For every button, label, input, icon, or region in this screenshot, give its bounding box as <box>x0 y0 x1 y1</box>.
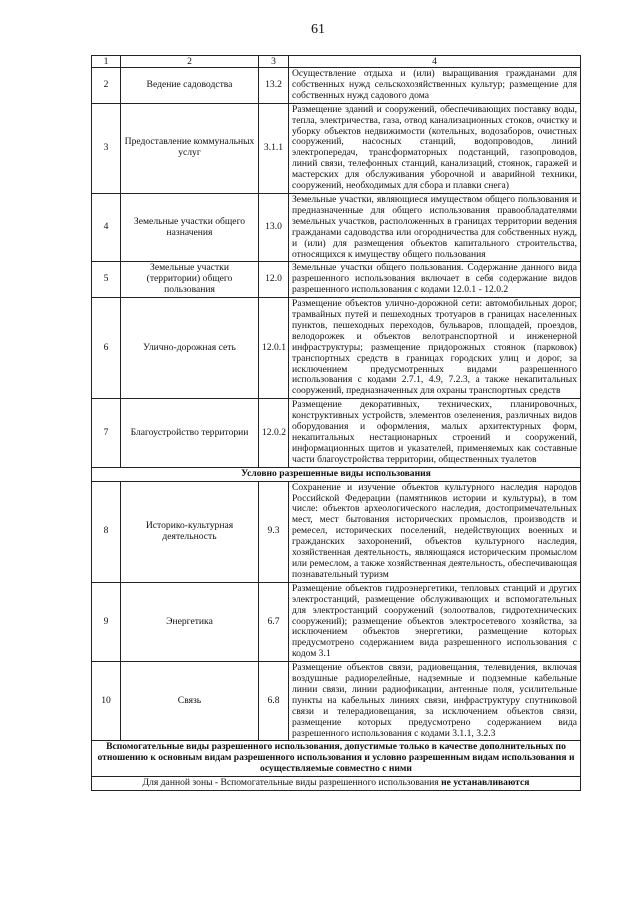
table-row <box>92 662 581 741</box>
use-name: Благоустройство территории <box>121 399 259 467</box>
use-code: 12.0.2 <box>259 399 289 467</box>
use-description: Земельные участки, являющиеся имуществом общего пользования и предназначенные для общего использования правообладателями земельных участков, расположенных в границах территории ведения гражданами садоводства или огородничества для собственных нужд, и (или) для размещения объектов капитального строительства, относящихся к имуществу общего пользования <box>289 193 581 261</box>
auxiliary-uses-note: Вспомогательные виды разрешенного использования, допустимые только в качестве дополнительных по отношению к основным видам разрешенного использования и условно разрешенным видам использования и осуществляемые совместно с ними <box>92 741 581 777</box>
column-number-header-row <box>92 56 581 68</box>
row-number: 6 <box>92 298 121 399</box>
page-number: 61 <box>311 22 325 37</box>
header-cell: 2 <box>121 56 259 68</box>
header-cell: 4 <box>289 56 581 68</box>
use-name: Связь <box>121 662 259 741</box>
row-number: 9 <box>92 582 121 661</box>
table-row <box>92 262 581 298</box>
footer-cell <box>92 777 581 791</box>
use-code: 13.0 <box>259 193 289 261</box>
use-description: Осуществление отдыха и (или) выращивания гражданами для собственных нужд сельскохозяйственных культур; размещение для собственных нужд садового дома <box>289 68 581 104</box>
use-name: Историко-культурная деятельность <box>121 481 259 582</box>
use-name: Улично-дорожная сеть <box>121 298 259 399</box>
row-number: 3 <box>92 103 121 193</box>
use-code: 12.0.1 <box>259 298 289 399</box>
use-description: Размещение декоративных, технических, планировочных, конструктивных устройств, элементов озеленения, различных видов оборудования и оформления, малых архитектурных форм, некапитальных нестационарных строений и сооружений, информационных щитов и указателей, применяемых как составные части благоустройства территории, общественных туалетов <box>289 399 581 467</box>
section-heading: Условно разрешенные виды использования <box>92 467 581 481</box>
use-code: 6.7 <box>259 582 289 661</box>
row-number: 4 <box>92 193 121 261</box>
use-name: Ведение садоводства <box>121 68 259 104</box>
use-description: Размещение объектов связи, радиовещания, телевидения, включая воздушные радиорелейные, надземные и подземные кабельные линии связи, линии радиофикации, антенные поля, усилительные пункты на кабельных линиях связи, инфраструктуру спутниковой связи и телерадиовещания, за исключением объектов связи, размещение которых предусмотрено содержанием вида разрешенного использования с кодами 3.1.1, 3.2.3 <box>289 662 581 741</box>
use-name: Земельные участки (территории) общего пользования <box>121 262 259 298</box>
use-code: 13.2 <box>259 68 289 104</box>
footer-row <box>92 777 581 791</box>
use-code: 9.3 <box>259 481 289 582</box>
use-name: Предоставление коммунальных услуг <box>121 103 259 193</box>
table-row <box>92 481 581 582</box>
use-description: Земельные участки общего пользования. Содержание данного вида разрешенного использования включает в себя содержание видов разрешенного использования с кодами 12.0.1 - 12.0.2 <box>289 262 581 298</box>
row-number: 8 <box>92 481 121 582</box>
use-description: Размещение объектов улично-дорожной сети: автомобильных дорог, трамвайных путей и пешеходных тротуаров в границах населенных пунктов, пешеходных переходов, бульваров, площадей, проездов, велодорожек и объектов велотранспортной и инженерной инфраструктуры; размещение придорожных стоянок (парковок) транспортных средств в границах городских улиц и дорог, за исключением предусмотренных видами разрешенного использования с кодами 2.7.1, 4.9, 7.2.3, а также некапитальных сооружений, предназначенных для охраны транспортных средств <box>289 298 581 399</box>
table-row <box>92 399 581 467</box>
table-row <box>92 193 581 261</box>
use-description: Размещение объектов гидроэнергетики, тепловых станций и других электростанций, размещение обслуживающих и вспомогательных для электростанций сооружений (золоотвалов, гидротехнических сооружений); размещение объектов электросетевого хозяйства, за исключением объектов энергетики, размещение которых предусмотрено содержанием вида разрешенного использования с кодом 3.1 <box>289 582 581 661</box>
table-row <box>92 103 581 193</box>
use-name: Земельные участки общего назначения <box>121 193 259 261</box>
table-row <box>92 582 581 661</box>
use-code: 6.8 <box>259 662 289 741</box>
auxiliary-note-row <box>92 741 581 777</box>
header-cell: 1 <box>92 56 121 68</box>
footer-bold-text: не устанавливаются <box>441 777 530 789</box>
row-number: 2 <box>92 68 121 104</box>
header-cell: 3 <box>259 56 289 68</box>
table-row <box>92 68 581 104</box>
use-description: Размещение зданий и сооружений, обеспечивающих поставку воды, тепла, электричества, газа, отвод канализационных стоков, очистку и уборку объектов недвижимости (котельных, водозаборов, очистных сооружений, насосных станций, водопроводов, линий электропередач, трансформаторных подстанций, газопроводов, линий связи, телефонных станций, канализаций, стоянок, гаражей и мастерских для обслуживания уборочной и аварийной техники, сооружений, необходимых для сбора и плавки снега) <box>289 103 581 193</box>
row-number: 5 <box>92 262 121 298</box>
use-name: Энергетика <box>121 582 259 661</box>
footer-text: Для данной зоны - Вспомогательные виды разрешенного использования <box>142 777 439 789</box>
use-description: Сохранение и изучение объектов культурного наследия народов Российской Федерации (памятников истории и культуры), в том числе: объектов археологического наследия, достопримечательных мест, мест бытования исторических промыслов, производств и ремесел, исторических поселений, недействующих военных и гражданских захоронений, объектов культурного наследия, хозяйственная деятельность, являющаяся историческим промыслом или ремеслом, а также хозяйственная деятельность, обеспечивающая познавательный туризм <box>289 481 581 582</box>
table-row <box>92 298 581 399</box>
land-use-table <box>91 55 581 791</box>
row-number: 7 <box>92 399 121 467</box>
row-number: 10 <box>92 662 121 741</box>
use-code: 3.1.1 <box>259 103 289 193</box>
use-code: 12.0 <box>259 262 289 298</box>
section-header-row <box>92 467 581 481</box>
